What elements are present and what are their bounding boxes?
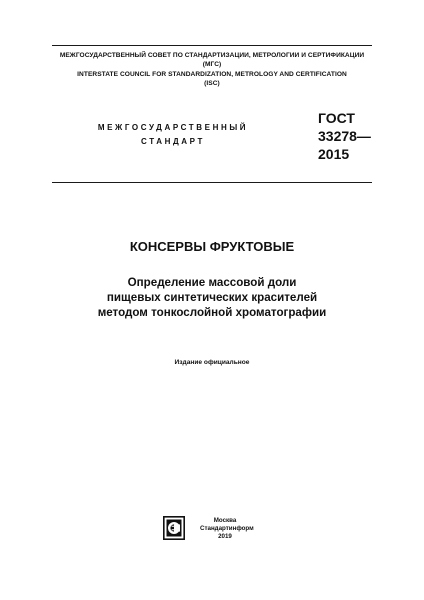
council-name-ru: МЕЖГОСУДАРСТВЕННЫЙ СОВЕТ ПО СТАНДАРТИЗАЦИИ, МЕТРОЛОГИИ И СЕРТИФИКАЦИИ bbox=[59, 52, 365, 59]
standartinform-logo-icon bbox=[163, 516, 185, 540]
council-abbr-en: (ISC) bbox=[204, 80, 220, 87]
gost-year: 2015 bbox=[318, 146, 350, 162]
bottom-divider bbox=[52, 182, 372, 183]
standard-type-line2: СТАНДАРТ bbox=[141, 137, 205, 146]
council-abbr-ru: (МГС) bbox=[202, 61, 222, 68]
edition-label: Издание официальное bbox=[174, 359, 250, 366]
document-subtitle-line: Определение массовой доли bbox=[127, 276, 297, 289]
publisher-name: Стандартинформ bbox=[200, 525, 254, 532]
gost-number: 33278— bbox=[318, 128, 371, 144]
top-divider bbox=[52, 45, 372, 46]
gost-label: ГОСТ bbox=[318, 110, 355, 126]
document-subtitle-line: методом тонкослойной хроматографии bbox=[97, 306, 327, 319]
standard-type-line1: МЕЖГОСУДАРСТВЕННЫЙ bbox=[97, 123, 249, 132]
publisher-city: Москва bbox=[213, 517, 237, 524]
document-subtitle-line: пищевых синтетических красителей bbox=[106, 291, 318, 304]
publication-year: 2019 bbox=[218, 533, 232, 540]
document-title: КОНСЕРВЫ ФРУКТОВЫЕ bbox=[129, 239, 295, 254]
council-name-en: INTERSTATE COUNCIL FOR STANDARDIZATION, METROLOGY AND CERTIFICATION bbox=[77, 71, 347, 78]
